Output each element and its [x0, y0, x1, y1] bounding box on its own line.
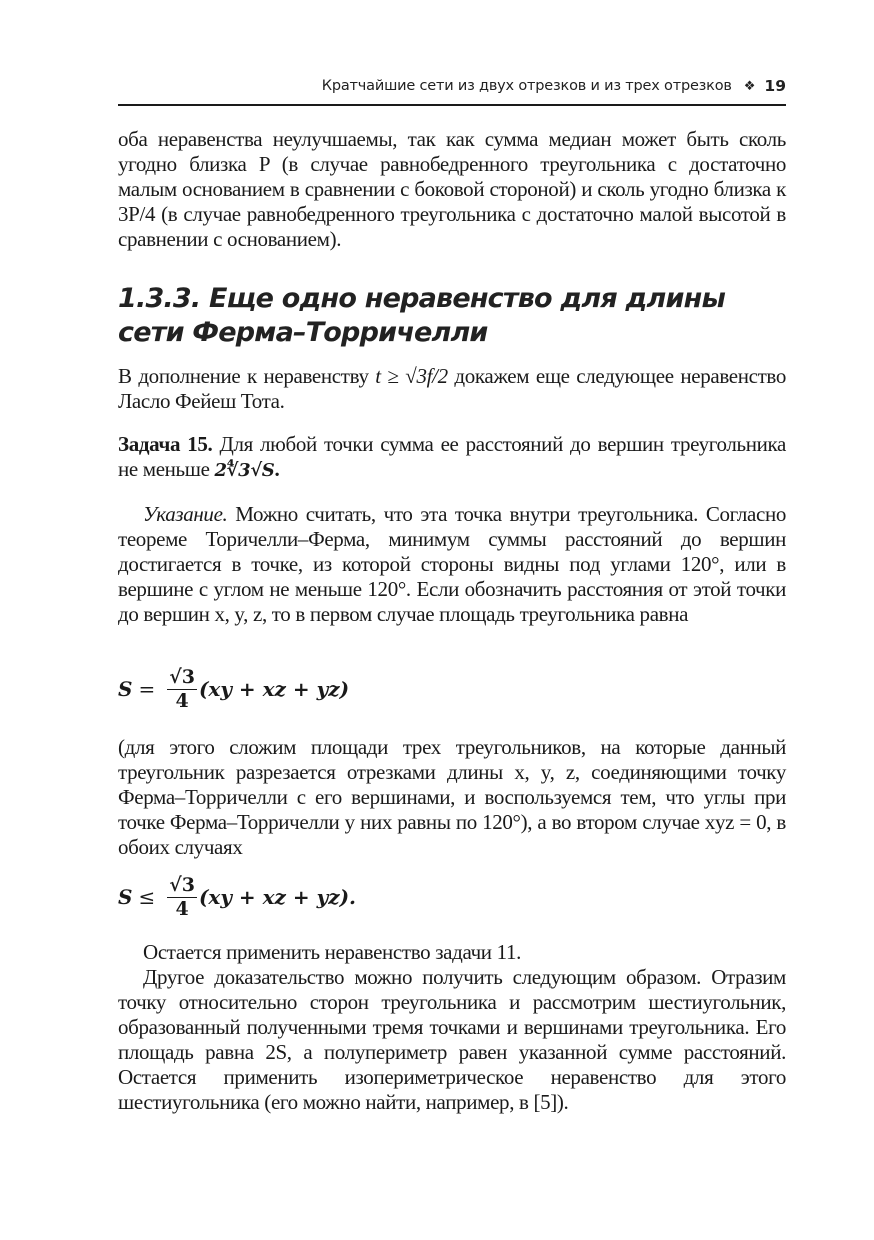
- section-number: 1.3.3.: [118, 283, 201, 314]
- ornament-icon: ❖: [743, 78, 756, 94]
- formula-fraction: [167, 874, 197, 920]
- problem-bound-math: 2∜3√S: [214, 460, 275, 481]
- paragraph-explanation: (для этого сложим площади трех треугольников, на которые данный треугольник разрезается отрезками длины x, y, z, соединяющими точку Ферма–Торричелли с его вершинами, и воспользуемся тем, что углы при точке Ферма–Торричелли у них равны по 120°), а во втором случае xyz = 0, в обоих случаях: [118, 735, 786, 859]
- paragraph-alternative-proof: Другое доказательство можно получить следующим образом. Отразим точку относительно сторон треугольника и рассмотрим шестиугольник, образованный полученными тремя точками и вершинами треугольника. Его площадь равна 2S, а полупериметр равен указанной сумме расстояний. Остается применить изопериметрическое неравенство для этого шестиугольника (его можно найти, например, в [5]).: [118, 965, 786, 1114]
- formula-fraction: [167, 666, 197, 712]
- paragraph-medians: оба неравенства неулучшаемы, так как сумма медиан может быть сколь угодно близка P (в случае равнобедренного треугольника с достаточно малым основанием в сравнении с боковой стороной) и сколь угодно близка к 3P/4 (в случае равнобедренного треугольника с достаточно малой высотой в сравнении с основанием).: [118, 127, 786, 251]
- problem-15: [118, 432, 786, 483]
- formula-lhs: S: [118, 885, 133, 909]
- running-head: [118, 70, 786, 106]
- problem-end: .: [274, 457, 280, 481]
- hint-label: Указание.: [143, 502, 228, 526]
- hint-paragraph: [118, 502, 786, 627]
- formula-relation: ≤: [138, 885, 156, 909]
- running-head-title: Кратчайшие сети из двух отрезков и из трех отрезков: [321, 78, 732, 94]
- intro-inequality-math: t ≥ √3f/2: [375, 364, 448, 388]
- problem-text: Для любой точки сумма ее расстояний до вершин треугольника не меньше: [118, 432, 786, 481]
- formula-area-inequality: [118, 874, 356, 920]
- page-number: 19: [764, 77, 786, 95]
- closing-paragraphs: [118, 940, 786, 1115]
- fraction-numerator: √3: [169, 874, 195, 896]
- formula-relation: =: [138, 677, 156, 701]
- fraction-numerator: √3: [169, 666, 195, 688]
- formula-rhs: (xy + xz + yz).: [198, 885, 356, 909]
- section-heading: [118, 282, 786, 350]
- book-page: [118, 70, 786, 1114]
- problem-label: Задача 15.: [118, 432, 213, 456]
- formula-rhs: (xy + xz + yz): [198, 677, 350, 701]
- intro-text-end: докажем еще следующее неравенство Ласло Фейеш Тота.: [118, 364, 786, 413]
- fraction-denominator: 4: [175, 898, 189, 920]
- fraction-denominator: 4: [175, 690, 189, 712]
- formula-area-equality: [118, 666, 349, 712]
- section-title-text: Еще одно неравенство для длины сети Ферма–Торричелли: [118, 283, 726, 348]
- hint-text: Можно считать, что эта точка внутри треугольника. Согласно теореме Торичелли–Ферма, минимум суммы расстояний до вершин достигается в точке, из которой стороны видны под углами 120°, или в вершине с углом не меньше 120°. Если обозначить расстояния от этой точки до вершин x, y, z, то в первом случае площадь треугольника равна: [118, 502, 786, 626]
- paragraph-intro: [118, 364, 786, 414]
- intro-text: В дополнение к неравенству: [118, 364, 376, 388]
- paragraph-apply-problem-11: Остается применить неравенство задачи 11.: [143, 940, 521, 964]
- formula-lhs: S: [118, 677, 133, 701]
